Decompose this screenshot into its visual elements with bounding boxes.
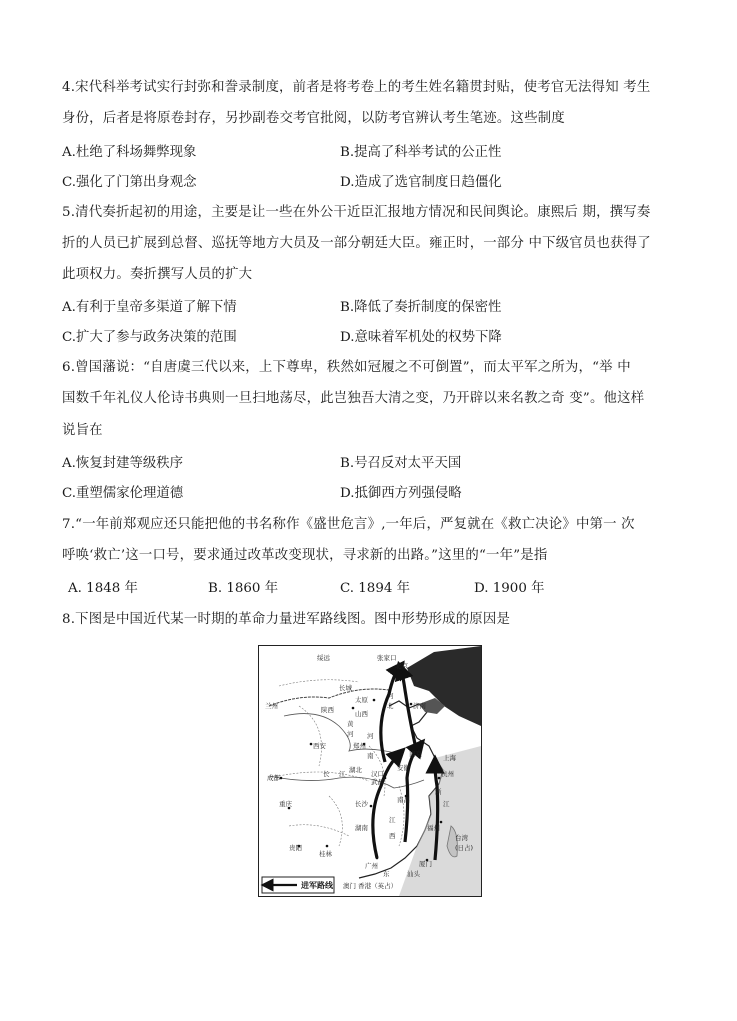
label-hebei-1: 河 xyxy=(387,692,394,700)
question-7-line-1: 7.“一年前郑观应还只能把他的书名称作《盛世危言》,一年后，严复就在《救亡决论》中第一 次 xyxy=(62,517,635,532)
label-changsha: 长沙 xyxy=(355,800,368,808)
label-henan-2: 南 xyxy=(367,752,374,760)
label-huanghe-1: 黄 xyxy=(347,720,354,728)
question-6-line-2: 国数千年礼仪人伦诗书典则一旦扫地荡尽，此岂独吾大清之变，乃开辟以来名教之奇 变”。他这样 xyxy=(62,391,645,406)
label-hangzhou: 杭州 xyxy=(441,770,454,778)
question-7-option-b: B. 1860 年 xyxy=(208,581,279,596)
label-taiyuan: 太原 xyxy=(355,696,368,704)
label-chongqing: 重庆 xyxy=(279,800,292,808)
route-wuhan-zhengzhou-north xyxy=(381,668,399,762)
label-guilin: 桂林 xyxy=(319,850,332,858)
label-xiamen: 厦门 xyxy=(419,860,432,868)
label-changcheng: 长城 xyxy=(339,684,352,692)
label-jinan: 济南 xyxy=(413,702,426,710)
label-nanchang: 南昌 xyxy=(397,796,410,804)
label-wuhan-hankou: 汉口 xyxy=(371,770,384,778)
yangtze-river xyxy=(269,776,424,788)
label-zhe: 浙 xyxy=(435,788,442,796)
label-xian: 西安 xyxy=(313,742,326,750)
question-6-option-d: D.抵御西方列强侵略 xyxy=(340,486,462,501)
label-shantou: 汕头 xyxy=(407,870,420,878)
question-6-line-1: 6.曾国藩说：“自唐虞三代以来，上下尊卑，秩然如冠履之不可倒置”，而太平军之所为，“举 中 xyxy=(62,360,631,375)
question-4-option-c: C.强化了门第出身观念 xyxy=(62,175,197,190)
route-nanchang-nanjing xyxy=(405,746,419,842)
label-macau-hongkong: 澳门 香港（英占） xyxy=(343,882,398,890)
label-changjiang-1: 长 xyxy=(323,770,330,778)
question-5-line-1: 5.清代奏折起初的用途，主要是让一些在外公干近臣汇报地方情况和民间舆论。康熙后 期，撰写奏 xyxy=(62,205,651,220)
label-shanxi: 山西 xyxy=(355,710,368,718)
question-4-line-1: 4.宋代科举考试实行封弥和誊录制度，前者是将考卷上的考生姓名籍贯封贴，使考官无法得知 考生 xyxy=(62,80,651,95)
question-8-line-1: 8.下图是中国近代某一时期的革命力量进军路线图。图中形势形成的原因是 xyxy=(62,612,511,627)
label-fuzhou: 福州 xyxy=(427,824,440,832)
label-shanghai: 上海 xyxy=(443,754,456,762)
question-7-option-c: C. 1894 年 xyxy=(340,581,411,596)
label-huanghe-2: 河 xyxy=(347,730,354,738)
label-hubei: 湖北 xyxy=(349,766,362,774)
label-suiyuan: 绥远 xyxy=(317,654,330,662)
label-anhui: 安徽 xyxy=(397,764,410,772)
label-guangzhou: 广州 xyxy=(365,862,378,870)
question-5-option-c: C.扩大了参与政务决策的范围 xyxy=(62,330,237,345)
question-7-line-2: 呼唤‘救亡’这一口号，要求通过改革改变现状，寻求新的出路。”这里的“一年”是指 xyxy=(62,548,548,563)
label-guangdong: 东 xyxy=(383,870,390,878)
map-svg xyxy=(259,646,481,896)
label-chengdu: 成都 xyxy=(267,774,280,782)
label-beijing: 北京 xyxy=(395,662,408,670)
label-zhangjiakou: 张家口 xyxy=(377,654,397,662)
label-changjiang-2: 江 xyxy=(339,770,346,778)
question-4-option-b: B.提高了科举考试的公正性 xyxy=(340,145,502,160)
question-5-option-b: B.降低了奏折制度的保密性 xyxy=(340,300,502,315)
label-taiwan-2: (日占) xyxy=(455,844,474,852)
northeast-shaded-region xyxy=(407,646,481,726)
question-5-line-2: 折的人员已扩展到总督、巡抚等地方大员及一部分朝廷大臣。雍正时，一部分 中下级官员也获得了 xyxy=(62,236,651,251)
question-6-option-c: C.重塑儒家伦理道德 xyxy=(62,486,184,501)
question-5-option-d: D.意味着军机处的权势下降 xyxy=(340,330,502,345)
question-4-option-a: A.杜绝了科场舞弊现象 xyxy=(62,145,197,160)
question-7-option-d: D. 1900 年 xyxy=(474,581,545,596)
label-zhengzhou: 郑州 xyxy=(353,742,366,750)
question-6-option-a: A.恢复封建等级秩序 xyxy=(62,456,184,471)
question-6-option-b: B.号召反对太平天国 xyxy=(340,456,462,471)
label-wuhan-wuchang: 武昌 xyxy=(371,778,384,786)
question-5-option-a: A.有利于皇帝多渠道了解下情 xyxy=(62,300,237,315)
label-lanzhou: 兰州 xyxy=(265,702,278,710)
great-wall xyxy=(269,689,389,706)
label-guiyang: 贵阳 xyxy=(289,844,302,852)
map-legend xyxy=(262,877,334,893)
legend-label: 进军路线 xyxy=(301,881,333,890)
label-nanjing: 南京 xyxy=(409,750,422,758)
label-jiangxi-2: 西 xyxy=(389,832,396,840)
label-henan-1: 河 xyxy=(367,732,374,740)
question-4-option-d: D.造成了选官制度日趋僵化 xyxy=(340,175,502,190)
label-jiangxi-1: 江 xyxy=(389,816,396,824)
question-5-line-3: 此项权力。奏折撰写人员的扩大 xyxy=(62,267,253,282)
march-route-map xyxy=(258,645,482,897)
label-jiang: 江 xyxy=(443,800,450,808)
question-4-line-2: 身份，后者是将原卷封存，另抄副卷交考官批阅，以防考官辨认考生笔迹。这些制度 xyxy=(62,111,565,126)
label-hebei-2: 北 xyxy=(387,702,394,710)
question-6-line-3: 说旨在 xyxy=(62,423,103,438)
question-7-option-a: A. 1848 年 xyxy=(68,581,138,596)
label-hunan: 湖南 xyxy=(355,824,368,832)
label-taiwan-1: 台湾 xyxy=(455,834,468,842)
label-shaanxi: 陕西 xyxy=(321,706,334,714)
